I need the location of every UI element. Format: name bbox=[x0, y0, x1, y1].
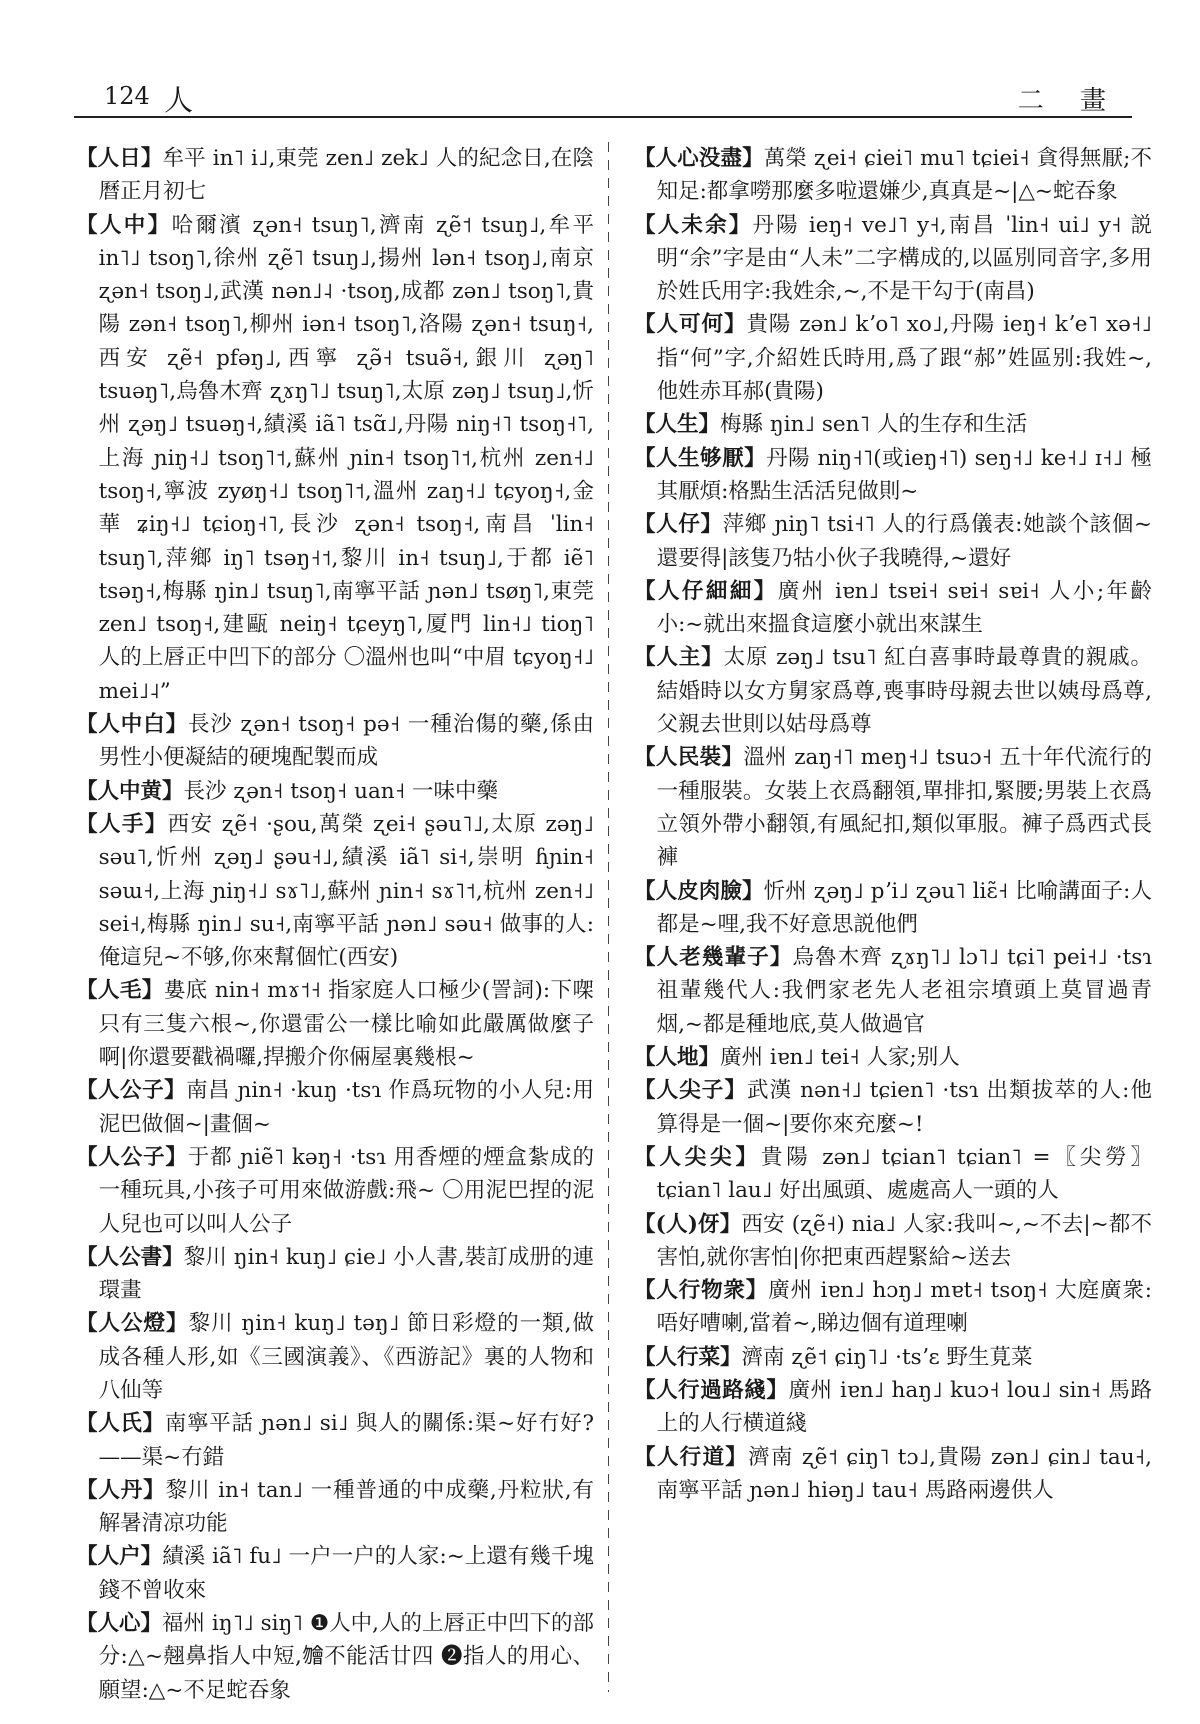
entry-headword: 【人日】 bbox=[76, 146, 163, 171]
dictionary-entry: 【人公子】于都 ɲiẽ˥ kəŋ˧ ·tsɿ 用香煙的煙盒紮成的一種玩具,小孩子可用來做游戲:飛~ 〇用泥巴捏的泥人兒也可以叫人公子 bbox=[76, 1144, 594, 1237]
page-number: 124 bbox=[104, 82, 150, 110]
entry-headword: 【人仔】 bbox=[634, 512, 723, 538]
entry-headword: 【(人)伢】 bbox=[634, 1211, 742, 1237]
entry-headword: 【人公子】 bbox=[76, 1144, 188, 1170]
column-divider bbox=[608, 142, 609, 1692]
entry-headword: 【人户】 bbox=[76, 1544, 163, 1570]
dictionary-entry: 【人心】福州 iŋ˥˩ siŋ˥ ❶人中,人的上唇正中凹下的部分:△~翹鼻指人中短,𣍐不能活廿四 ❷指人的用心、願望:△~不足蛇吞象 bbox=[76, 1611, 594, 1702]
right-column bbox=[634, 142, 1152, 1702]
entry-headword: 【人公子】 bbox=[76, 1078, 187, 1104]
dictionary-entry: 【人心没盡】萬榮 ʐei˧ ɕiei˥ mu˥ tɕiei˧ 貪得無厭;不知足:都拿嘮那麼多啦還嫌少,真真是~|△~蛇吞象 bbox=[634, 146, 1152, 205]
dictionary-entry: 【人尖子】武漢 nən˧˩ tɕien˥ ·tsɿ 出類拔萃的人:他算得是一個~|要你來充麼~! bbox=[634, 1078, 1152, 1137]
entry-headword: 【人中】 bbox=[76, 212, 172, 238]
dictionary-entry: 【人公燈】黎川 ŋin˧ kuŋ˩ təŋ˩ 節日彩燈的一類,做成各種人形,如《三國演義》、《西游記》裏的人物和八仙等 bbox=[76, 1311, 594, 1403]
dictionary-entry: 【人可何】貴陽 zən˩ kʼo˥ xo˩,丹陽 ieŋ˧ kʼe˥ xə˧˩ 指“何”字,介紹姓氏時用,爲了跟“郝”姓區别:我姓~,他姓赤耳郝(貴陽) bbox=[634, 312, 1152, 405]
dictionary-entry: 【人尖尖】貴陽 zən˩ tɕian˥ tɕian˥ =〖尖勞〗tɕian˥ lau˩ 好出風頭、處處高人一頭的人 bbox=[634, 1144, 1152, 1204]
dictionary-entry: 【人皮肉臉】忻州 ʐəŋ˩ pʼi˩ ʐəu˥ liɛ̃˧ 比喻講面子:人都是~哩,我不好意思説他們 bbox=[634, 878, 1152, 937]
entry-headword: 【人手】 bbox=[76, 811, 168, 837]
page-header bbox=[74, 80, 1132, 118]
entry-headword: 【人尖子】 bbox=[634, 1078, 747, 1104]
dictionary-entry: 【人公子】南昌 ɲin˧ ·kuŋ ·tsɿ 作爲玩物的小人兒:用泥巴做個~|畫個~ bbox=[76, 1078, 594, 1137]
entry-headword: 【人生够厭】 bbox=[634, 445, 767, 471]
dictionary-entry: 【人日】牟平 in˥ i˩,東莞 zen˩ zek˩ 人的紀念日,在陰曆正月初七 bbox=[76, 146, 594, 205]
entry-headword: 【人尖尖】 bbox=[634, 1144, 761, 1170]
entry-headword: 【人公書】 bbox=[76, 1244, 184, 1270]
dictionary-entry: 【人毛】婁底 nin˧ mɤ˦˧ 指家庭人口極少(詈詞):下㗎只有三隻六根~,你還雷公一樣比喻如此嚴厲做麼子啊|你還要戳禍囉,捍搬介你倆屋裏幾根~ bbox=[76, 978, 594, 1071]
dictionary-entry: 【人民裝】溫州 zaŋ˧˥ meŋ˧˩ tsuɔ˧ 五十年代流行的一種服裝。女裝上衣爲翻領,單排扣,緊腰;男裝上衣爲立領外帶小翻領,有風紀扣,類似軍服。褲子爲西式長褲 bbox=[634, 745, 1152, 871]
dictionary-entry: 【人手】西安 ʐẽ˧ ·ʂou,萬榮 ʐei˧ ʂəu˥˩,太原 zəŋ˩ səu˥,忻州 ʐəŋ˩ ʂəu˧˩,績溪 iã˥ si˧,崇明 ɦɲin˧ səɯ˧,上海 ɲiŋ˧˩ sɤ˥˩,蘇州 ɲin˧ sɤ˥˦,杭州 zen˧˩ sei˧,梅縣 ŋin˩ su˧,南寧平話 ɲən˩ səu˧ 做事的人:俺這兒~不够,你來幫個忙(西安) bbox=[76, 811, 594, 971]
dictionary-entry: 【人行道】濟南 ʐẽ˦ ɕiŋ˥ tɔ˩,貴陽 zən˩ ɕin˩ tau˧,南寧平話 ɲən˩ hiəŋ˩ tau˧ 馬路兩邊供人 bbox=[634, 1444, 1152, 1503]
dictionary-entry: 【人行物衆】廣州 iɐn˩ hɔŋ˩ mɐt˧ tsoŋ˧ 大庭廣衆:唔好嘈喇,當着~,睇边個有道理喇 bbox=[634, 1278, 1152, 1337]
entry-headword: 【人未余】 bbox=[634, 212, 753, 238]
left-column bbox=[76, 142, 594, 1702]
dictionary-entry: 【人行過路綫】廣州 iɐn˩ haŋ˩ kuɔ˧ lou˩ sin˧ 馬路上的人行横道綫 bbox=[634, 1377, 1152, 1437]
section-label: 二 畫 bbox=[1017, 86, 1120, 116]
dictionary-entry: 【人中】哈爾濱 ʐən˧ tsuŋ˥,濟南 ʐẽ˦ tsuŋ˩,牟平 in˥˩ tsoŋ˥,徐州 ʐẽ˥ tsuŋ˩,揚州 lən˧ tsoŋ˩,南京 ʐən˧ tsoŋ˩,武漢 nən˩˨ ·tsoŋ,成都 zən˩ tsoŋ˥,貴陽 zən˧ tsoŋ˥,柳州 iən˧ tsoŋ˥,洛陽 ʐən˧ tsuŋ˧,西安 ʐẽ˧ pfəŋ˩,西寧 ʐə̃˧ tsuə̃˧,銀川 ʐəŋ˥ tsuəŋ˥,烏魯木齊 ʐɤŋ˥˩ tsuŋ˥,太原 zəŋ˩ tsuŋ˩,忻州 ʐəŋ˩ tsuəŋ˧,績溪 iã˥ tsɑ̃˩,丹陽 niŋ˧˥ tsoŋ˧˥,上海 ɲiŋ˧˩ tsoŋ˥˦,蘇州 ɲin˧ tsoŋ˥˦,杭州 zen˧˩ tsoŋ˧,寧波 zyøŋ˧˩ tsoŋ˥˦,溫州 zaŋ˧˩ tɕyoŋ˧,金華 ʑiŋ˧˩ tɕioŋ˧˥,長沙 ʐən˧ tsoŋ˧,南昌 ˈlin˧ tsuŋ˥,萍鄉 iŋ˥ tsəŋ˧˦,黎川 in˧ tsuŋ˩,于都 iẽ˥ tsəŋ˧,梅縣 ŋin˩ tsuŋ˥,南寧平話 ɲən˩ tsøŋ˥,東莞 zen˩ tsoŋ˧,建甌 neiŋ˧ tɕeyŋ˥,厦門 lin˧˩ tioŋ˥ 人的上唇正中凹下的部分 〇溫州也叫“中眉 tɕyoŋ˧˩ mei˩˨” bbox=[76, 212, 594, 704]
dictionary-entry: 【人户】績溪 iã˥ fu˩ 一户一户的人家:~上還有幾千塊錢不曾收來 bbox=[76, 1544, 594, 1603]
dictionary-entry: 【人中白】長沙 ʐən˧ tsoŋ˧ pə˧ 一種治傷的藥,係由男性小便凝結的硬塊配製而成 bbox=[76, 712, 594, 771]
dictionary-entry: 【人主】太原 zəŋ˩ tsu˥ 紅白喜事時最尊貴的親戚。結婚時以女方舅家爲尊,喪事時母親去世以姨母爲尊,父親去世則以姑母爲尊 bbox=[634, 645, 1152, 738]
dictionary-entry: 【人行菜】濟南 ʐẽ˦ ɕiŋ˥˩ ·tsʼɛ 野生莧菜 bbox=[634, 1344, 1033, 1370]
dictionary-entry: 【人公書】黎川 ŋin˧ kuŋ˩ ɕie˩ 小人書,裝訂成册的連環畫 bbox=[76, 1244, 594, 1304]
entry-headword: 【人皮肉臉】 bbox=[634, 878, 764, 904]
entry-headword: 【人氏】 bbox=[76, 1411, 165, 1437]
entry-headword: 【人行道】 bbox=[634, 1444, 749, 1470]
dictionary-entry: 【人氏】南寧平話 ɲən˩ si˩ 與人的關係:渠~好冇好?——渠~冇錯 bbox=[76, 1411, 594, 1470]
dictionary-entry: 【人未余】丹陽 ieŋ˧ ve˩˥ y˧,南昌 ˈlin˧ ui˩ y˧ 説明“余”字是由“人未”二字構成的,以區別同音字,多用於姓氏用字:我姓余,~,不是干勾于(南昌) bbox=[634, 212, 1152, 305]
entry-headword: 【人心没盡】 bbox=[634, 146, 764, 171]
entry-headword: 【人生】 bbox=[634, 412, 721, 438]
dictionary-entry: 【人仔細細】廣州 iɐn˩ tsɐi˧ sɐi˧ sɐi˧ 人小;年齡小:~就出來搵食這麼小就出來謀生 bbox=[634, 578, 1152, 638]
entry-headword: 【人公燈】 bbox=[76, 1311, 189, 1337]
entry-headword: 【人心】 bbox=[76, 1611, 163, 1637]
dictionary-entry: 【人丹】黎川 in˧ tan˩ 一種普通的中成藥,丹粒狀,有解暑清凉功能 bbox=[76, 1477, 594, 1537]
entry-headword: 【人主】 bbox=[634, 645, 724, 671]
entry-headword: 【人行過路綫】 bbox=[634, 1377, 789, 1403]
entry-headword: 【人地】 bbox=[634, 1045, 721, 1071]
dictionary-entry: 【人仔】萍鄉 ɲiŋ˥ tsi˧˥ 人的行爲儀表:她談个該個~還要得|該隻乃牯小伙子我曉得,~還好 bbox=[634, 512, 1152, 571]
dictionary-entry: 【人老幾輩子】烏魯木齊 ʐɤŋ˥˩ lɔ˥˩ tɕi˥ pei˧˩ ·tsɿ 祖輩幾代人:我們家老先人老祖宗墳頭上莫冒過青烟,~都是種地底,莫人做過官 bbox=[634, 945, 1152, 1037]
entry-headword: 【人丹】 bbox=[76, 1477, 166, 1503]
entry-headword: 【人毛】 bbox=[76, 978, 164, 1004]
dictionary-entry: 【人地】廣州 iɐn˩ tei˧ 人家;别人 bbox=[634, 1045, 960, 1071]
entry-headword: 【人行物衆】 bbox=[634, 1278, 769, 1304]
entry-headword: 【人可何】 bbox=[634, 312, 747, 338]
entry-headword: 【人中黄】 bbox=[76, 778, 184, 804]
head-character: 人 bbox=[164, 83, 194, 117]
entry-headword: 【人老幾輩子】 bbox=[634, 945, 793, 971]
dictionary-entry: 【(人)伢】西安 (ʐẽ˧) nia˩ 人家:我叫~,~不去|~都不害怕,就你害怕|你把東西趕緊給~送去 bbox=[634, 1211, 1152, 1270]
entry-headword: 【人仔細細】 bbox=[634, 578, 778, 604]
entry-headword: 【人中白】 bbox=[76, 712, 189, 738]
dictionary-entry: 【人生】梅縣 ŋin˩ sen˥ 人的生存和生活 bbox=[634, 412, 1028, 438]
dictionary-entry: 【人中黄】長沙 ʐən˧ tsoŋ˧ uan˧ 一味中藥 bbox=[76, 778, 499, 804]
entry-headword: 【人行菜】 bbox=[634, 1344, 742, 1370]
dictionary-entry: 【人生够厭】丹陽 niŋ˧˥(或ieŋ˧˥) seŋ˧˩ ke˧˩ ɪ˧˩ 極其厭煩:格點生活活兒做則~ bbox=[634, 445, 1152, 504]
entry-headword: 【人民裝】 bbox=[634, 745, 744, 771]
